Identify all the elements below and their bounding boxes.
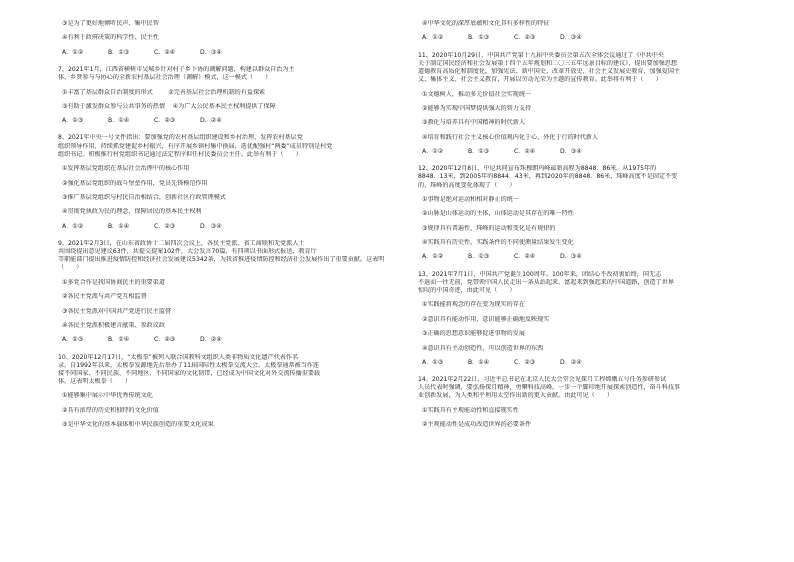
question-9-stem: 共围绕提出意见建议63件，共提交提案102件，大会发言70篇，有四项以书面形式报送，教育厅: [58, 248, 317, 256]
option-line: ③有助于激发群众参与公共事务的热情 ④为广大公民基本民主权利提供了保障: [62, 102, 276, 110]
option-line: ④培育和践行社会主义核心价值观内化于心，外化于行的时代新人: [422, 133, 599, 141]
answer-choices: [418, 253, 758, 261]
option-line: ③是为了更好地倾听民声、集中民智: [62, 20, 159, 27]
question-9-stem: 9、2021年2月3日，在山东省政协十二届四次会议上，各民主党派、省工商联和无党派人士: [58, 239, 305, 247]
choice-a: A．①②: [62, 222, 84, 230]
answer-choices: [418, 34, 758, 42]
option-line: ④意识具有主动创造性，可以创造世界的东西: [422, 344, 544, 352]
answer-choices: [58, 223, 398, 231]
option-line: ③推广基层党组织与村民自治相结合，创新社区行政管理模式: [62, 193, 226, 201]
choice-a: A．①③: [62, 336, 84, 344]
option-line: ②各民主党派与共产党互相监督: [62, 293, 147, 301]
choice-c: C．②③: [154, 336, 176, 344]
option-line: ④实践具有历史性，实践条件的不同使测量结果发生变化: [422, 239, 574, 247]
question-8-stem: 8、2021年中央一号文件指出：要加强党的农村基层组织建设和乡村治理，发挥农村基层党: [58, 134, 303, 142]
choice-b: B．①④: [108, 336, 130, 344]
question-8-stem: 组织领导作用，持续抓党建促乡村振兴，有序开展乡镇村集中换届，选优配强村“两委”成员特别是村党: [58, 142, 333, 150]
option-line: ③是中华文化的基本载体和中华民族创造的重要文化成果: [62, 421, 214, 429]
question-12-stem: 的，珠峰的高度变化体现了（ ）: [418, 181, 516, 189]
option-line: ②意识具有能动作用，意识能够正确地反映现实: [422, 315, 550, 323]
option-line: ①丰富了基层群众自治制度的形式 ②完善基层社会治理机制的有益探索: [62, 88, 266, 96]
option-line: ②主观能动性是成功改造世界的必要条件: [422, 421, 532, 429]
choice-c: C．②③: [154, 117, 176, 125]
choice-d: D．③④: [200, 48, 222, 56]
option-line: ④有利于政府决策的科学性、民主性: [62, 34, 159, 42]
option-line: ③规律具有普遍性，珠峰的运动和变化是有规律的: [422, 224, 556, 232]
option-line: ①文德树人，推动多元价值社会实现统一: [422, 90, 532, 98]
option-line: ①实践具有主观能动性和直接现实性: [422, 406, 519, 414]
question-13-stem: 13、2021年7月1日，中国共产党诞生100周年。100年来，团结心不改初衷始终，国无志: [418, 270, 662, 278]
choice-c: C．②④: [154, 48, 176, 56]
question-12-stem: 12、2020年12月8日，中尼共同宣布珠穆朗玛峰最新高程为8848．86米。从1975年的: [418, 165, 657, 173]
question-11-stem: 11、2020年10月29日，中国共产党第十九届中央委员会第五次全体会议通过了《中共中央: [418, 51, 664, 59]
choice-d: D．②④: [200, 336, 222, 344]
answer-choices: [418, 148, 758, 156]
choice-d: D．②④: [200, 117, 222, 125]
question-8-stem: 组织书记。积极推行村党组织书记通过法定程序担任村民委员会主任。此举有利于（ ）: [58, 150, 302, 158]
question-10-stem: 接不同国家、不同民族、不同地区、不同国家的文化韧带，已经成为中国文化对外交流传播重要载: [58, 369, 321, 377]
question-13-stem: 不退而一往无前，党带领中国人民走出一条从站起来、富起来到强起来的中国道路，创造了世界: [418, 278, 674, 286]
choice-a: A．①②: [422, 148, 444, 155]
choice-b: B．①③: [108, 48, 130, 56]
question-14-stem: 业创新发展，为人类和平利用太空作出新的更大贡献。由此可见（ ）: [418, 392, 613, 400]
question-10-stem: 10、2020年12月17日，“太极拳”被列入联合国教科文组织人类非物质文化遗产代表作名: [58, 353, 299, 361]
option-line: ②能够为实现中国梦提供强大的智力支持: [422, 104, 532, 112]
choice-b: B．①③: [468, 34, 490, 42]
option-line: ④中华文化的深厚底蕴和文化具有多样性的特征: [422, 20, 550, 27]
option-line: ①发挥基层党组织在基层社会治理中的核心作用: [62, 165, 190, 173]
question-14-stem: 14、2021年2月22日，习近平总书记在北京人民大会堂会见探月工程嫦娥五号任务参研参试: [418, 376, 667, 384]
option-line: ③正确的思想意识能够促进事物的发展: [422, 330, 525, 338]
question-10-stem: 体。这表明太极拳（ ）: [58, 378, 132, 386]
choice-d: D．③④: [560, 253, 582, 261]
choice-a: A．①③: [62, 117, 84, 125]
question-13-stem: 惊叹的中国奇迹，由此可见（ ）: [418, 287, 516, 294]
option-line: ①能够集中展示中华优秀传统文化: [62, 392, 153, 400]
choice-c: C．②③: [154, 222, 176, 230]
choice-b: B．①④: [108, 117, 130, 125]
right-column: [418, 20, 758, 429]
option-line: ②强化基层党组织的战斗堡垒作用，党员先锋模范作用: [62, 179, 208, 187]
question-7-stem: 体，乡贤参与与协心的全新农村基层社会治理（调解）模式，这一模式（ ）: [58, 74, 272, 82]
question-11-stem: 道德教育高质化和制度化，加强宪法、新中国史、改革开放史、社会主义发展史教育，加强爱国主: [418, 67, 681, 75]
choice-b: B．①④: [108, 222, 130, 230]
option-line: ③各民主党派对中国共产党进行民主监督: [62, 307, 172, 315]
choice-b: B．①③: [468, 148, 490, 155]
question-11-stem: 关于制定国民经济和社会发展第十四个五年规划和二〇三五年远景目标的建议》，提出要加强思想: [418, 59, 677, 67]
question-10-stem: 录。自1992年以来，太极拳发源地先后举办了11届国际性太极拳交流大会。太极拳通常被当作连: [58, 361, 319, 369]
left-column: [58, 20, 398, 429]
question-14-stem: 人员代表时强调，要弘扬探月精神，勇攀科技高峰，一步一个脚印地开展探索创造性，奋斗科技事: [418, 384, 681, 392]
choice-b: B．①③: [468, 253, 490, 261]
question-9-stem: 等职能部门提出推进疫情防控和经济社会发展建议5342条，为我省推进疫情防控和经济社会发展作出了重要贡献。这表明: [58, 256, 385, 264]
choice-b: B．①④: [468, 358, 490, 366]
answer-choices: [58, 117, 398, 125]
choice-c: C．②③: [514, 358, 536, 366]
question-7-stem: 7、2021年1月，江西省横树市吴城乡针对村子乡下协的调解问题，构建以群众自治为主: [58, 65, 295, 73]
option-line: ②山脉是山体运动的主体，山体运动是其存在的唯一特性: [422, 210, 574, 218]
choice-d: D．③④: [560, 148, 582, 155]
option-line: ②具有浓厚的历史和独特的文化价值: [62, 406, 159, 414]
option-line: ①多党合作是我国协商民主的重要渠道: [62, 278, 165, 286]
option-line: ①事物是绝对运动和相对静止的统一: [422, 195, 519, 203]
choice-a: A．①②: [422, 34, 444, 42]
choice-c: C．②④: [514, 253, 536, 261]
choice-d: D．②④: [560, 358, 582, 366]
question-11-stem: 义、集体主义、社会主义教育，开展以劳动光荣为主题的宣传教育。此举将有利于（ ）: [418, 76, 662, 84]
option-line: ③教化与培养具有中国精神的时代新人: [422, 119, 525, 127]
question-12-stem: 8848．13米，到2005年的8844．43米，再到2020年的8848．86米，珠峰高度不是固定不变: [418, 173, 678, 181]
choice-d: D．③④: [560, 34, 582, 42]
option-line: ④贯彻党执政为民的理念，保障居民的基本民主权利: [62, 208, 202, 216]
answer-choices: [418, 359, 758, 367]
answer-choices: [58, 49, 398, 57]
choice-a: A．①③: [422, 358, 444, 366]
option-line: ④各民主党派积极建言献策、参政议政: [62, 321, 165, 329]
answer-choices: [58, 336, 398, 344]
choice-d: D．③④: [200, 222, 222, 230]
choice-c: C．②③: [514, 34, 536, 42]
choice-a: A．①②: [62, 48, 84, 56]
choice-c: C．②④: [514, 148, 536, 155]
question-9-stem: （ ）: [58, 264, 83, 272]
option-line: ①实践能将观念的存在变为现实的存在: [422, 301, 525, 309]
choice-a: A．①②: [422, 253, 444, 261]
